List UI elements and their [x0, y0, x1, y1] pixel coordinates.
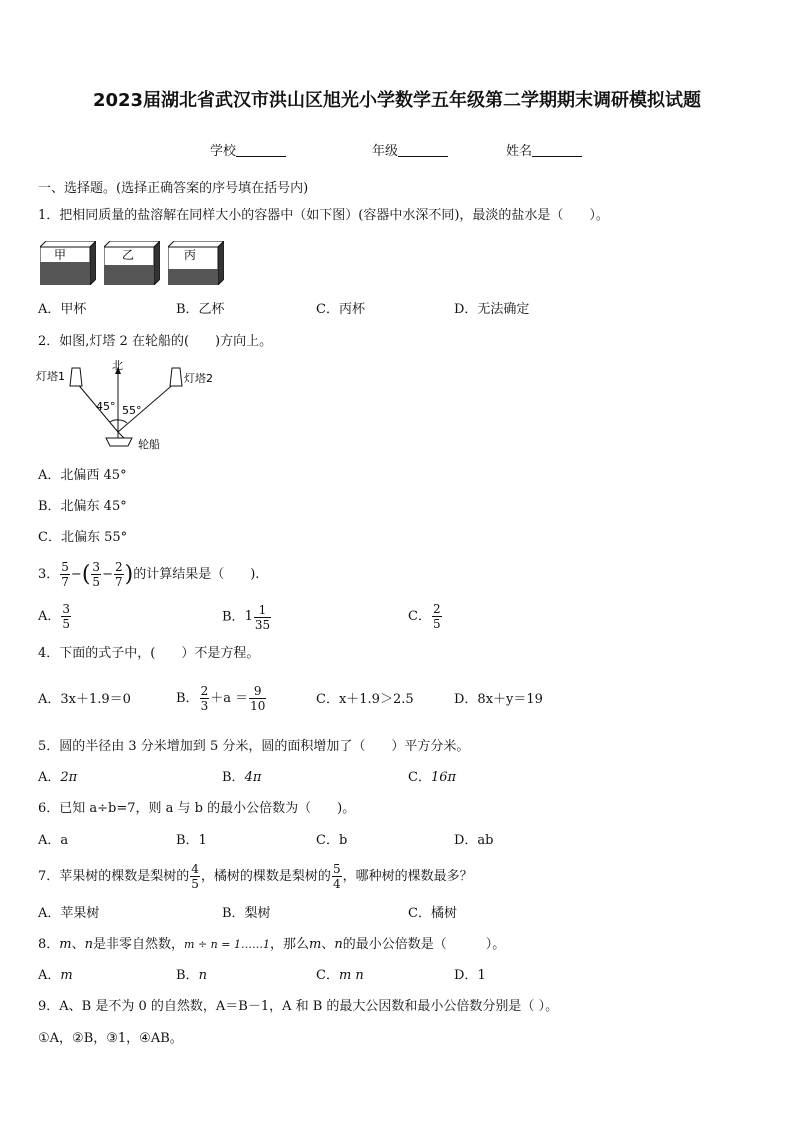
school-label: 学校 — [210, 144, 237, 159]
q3-minus: − — [70, 567, 82, 582]
question-5: 5．圆的半径由 3 分米增加到 5 分米，圆的面积增加了（ ）平方分米。 — [38, 739, 470, 754]
q4-option-a: A．3x＋1.9＝0 — [38, 692, 131, 707]
q3-tail: 的计算结果是（ ). — [133, 567, 260, 582]
q8-option-a: A．m — [38, 968, 73, 983]
section-heading: 一、选择题。(选择正确答案的序号填在括号内) — [38, 181, 309, 196]
q4-option-c: C．x＋1.9＞2.5 — [316, 692, 414, 707]
q3-option-c: C． $\frac{2}{5}$ — [408, 602, 441, 631]
q5-option-a: A．2π — [38, 770, 78, 785]
q7-option-c: C．橘树 — [408, 906, 457, 921]
school-field — [210, 140, 286, 159]
tower-1-label: 灯塔1 — [36, 370, 65, 383]
angle-55-label: 55° — [122, 404, 142, 417]
name-field — [506, 140, 582, 159]
cup-yi — [104, 241, 160, 285]
name-blank — [532, 144, 582, 157]
q7-fraction-1: $\frac{4}{5}$ — [191, 862, 199, 891]
cup-yi-label: 乙 — [122, 248, 135, 262]
q3-fraction-2: $\frac{3}{5}$ — [92, 560, 101, 589]
question-2: 2．如图,灯塔 2 在轮船的( )方向上。 — [38, 334, 273, 349]
question-8: 8．m、n是非零自然数，m ÷ n = 1……1，那么m、n的最小公倍数是（ ）。 — [38, 937, 506, 952]
q3-option-b: B．1 $\frac{1}{35}$ — [222, 602, 271, 632]
q1-option-d: D．无法确定 — [454, 302, 530, 317]
ship-label: 轮船 — [138, 438, 160, 451]
q2-option-a: A．北偏西 45° — [38, 468, 127, 483]
q2-option-c: C．北偏东 55° — [38, 530, 128, 545]
cup-jia-label: 甲 — [54, 248, 67, 262]
q5-option-c: C．16π — [408, 770, 457, 785]
tower-1-icon — [70, 368, 82, 386]
q6-option-d: D．ab — [454, 833, 494, 848]
q3-fraction-1: $\frac{5}{7}$ — [61, 560, 69, 589]
tower-2-icon — [170, 368, 182, 386]
cup-bing-label: 丙 — [184, 248, 197, 262]
q4-option-d: D．8x＋y＝19 — [454, 692, 543, 707]
tower-2-label: 灯塔2 — [184, 372, 213, 385]
school-blank — [236, 144, 286, 157]
q5-option-b: B．4π — [222, 770, 262, 785]
q1-option-c: C．丙杯 — [316, 302, 365, 317]
grade-blank — [398, 144, 448, 157]
q1-option-a: A．甲杯 — [38, 302, 87, 317]
question-1: 1．把相同质量的盐溶解在同样大小的容器中（如下图）(容器中水深不同)，最淡的盐水是（ ）。 — [38, 208, 609, 223]
question-6: 6．已知 a÷b=7，则 a 与 b 的最小公倍数为（ )。 — [38, 801, 356, 816]
q6-option-c: C．b — [316, 833, 348, 848]
q6-option-b: B．1 — [176, 833, 207, 848]
question-9: 9．A、B 是不为 0 的自然数，A＝B－1，A 和 B 的最大公因数和最小公倍数分别是（ ）。 — [38, 999, 559, 1014]
q9-choices: ①A，②B，③1，④AB。 — [38, 1031, 183, 1046]
lighthouse-diagram — [36, 360, 236, 460]
q8-option-d: D．1 — [454, 968, 486, 983]
q7-option-b: B．梨树 — [222, 906, 271, 921]
q3-minus-2: − — [102, 567, 113, 582]
q3-option-a: A． $\frac{3}{5}$ — [38, 602, 71, 631]
q8-option-c: C．m n — [316, 968, 364, 983]
q3-number: 3． — [38, 567, 60, 582]
q8-option-b: B．n — [176, 968, 207, 983]
q2-option-b: B．北偏东 45° — [38, 499, 127, 514]
ship-icon — [106, 432, 132, 446]
q3-fraction-3: $\frac{2}{7}$ — [114, 560, 123, 589]
question-3: 3． $\frac{5}{7}$ −( $\frac{3}{5}$ − $\frac{2}{7}$ )的计算结果是（ ). — [38, 560, 260, 589]
cup-jia — [40, 241, 96, 285]
q7-fraction-2: $\frac{5}{4}$ — [332, 862, 341, 891]
grade-field — [372, 140, 448, 159]
grade-label: 年级 — [372, 144, 399, 159]
name-label: 姓名 — [506, 144, 533, 159]
q7-option-a: A．苹果树 — [38, 906, 100, 921]
q4-option-b: B． $\frac{2}{3}$ ＋a ＝ $\frac{9}{10}$ — [176, 684, 266, 713]
north-label: 北 — [112, 360, 123, 372]
q1-option-b: B．乙杯 — [176, 302, 225, 317]
question-7: 7．苹果树的棵数是梨树的 $\frac{4}{5}$ ，橘树的棵数是梨树的 $\frac{5}{4}$ ，哪种树的棵数最多？ — [38, 862, 473, 891]
angle-45-label: 45° — [96, 400, 116, 413]
cup-bing — [168, 241, 224, 285]
q6-option-a: A．a — [38, 833, 69, 848]
question-4: 4．下面的式子中，( ）不是方程。 — [38, 646, 260, 661]
page-title: 2023届湖北省武汉市洪山区旭光小学数学五年级第二学期期末调研模拟试题 — [92, 90, 702, 111]
